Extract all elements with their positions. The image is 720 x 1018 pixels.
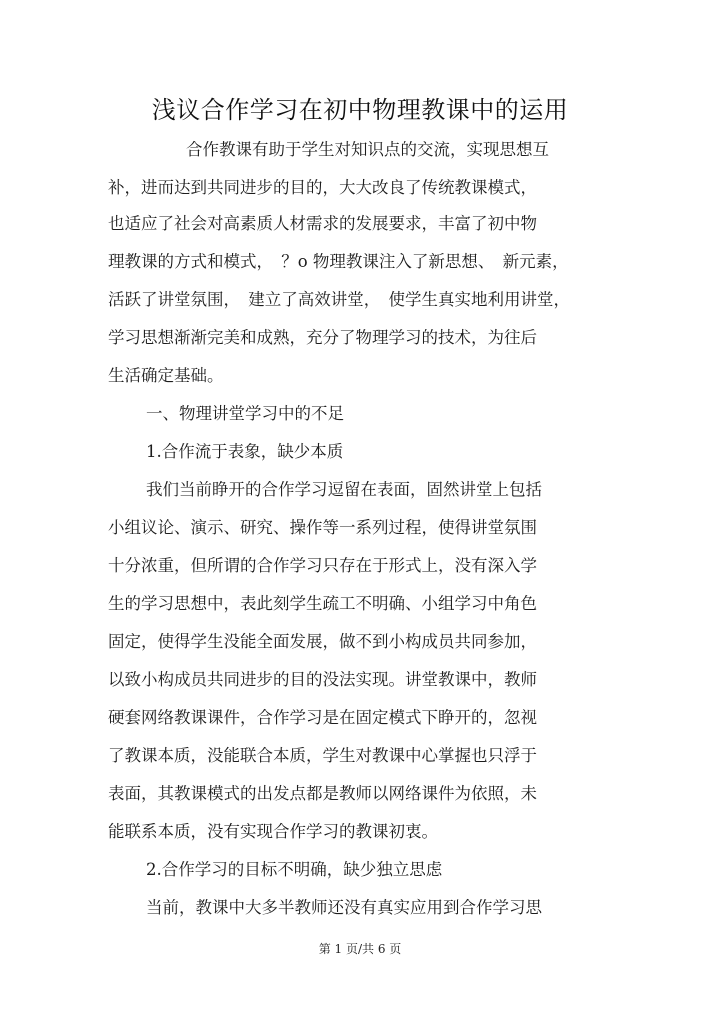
paragraph-line: 表面，其教课模式的出发点都是教师以网络课件为依照，未 — [108, 784, 537, 803]
paragraph-line: 也适应了社会对高素质人材需求的发展要求，丰富了初中物 — [108, 214, 537, 233]
page-number-footer: 第 1 页/共 6 页 — [318, 942, 402, 956]
paragraph-line: 学习思想渐渐完美和成熟，充分了物理学习的技术，为往后 — [108, 328, 537, 347]
paragraph-line: 活跃了讲堂氛围， 建立了高效讲堂， 使学生真实地利用讲堂， — [108, 290, 570, 309]
paragraph-line: 了教课本质，没能联合本质，学生对教课中心掌握也只浮于 — [108, 746, 537, 765]
paragraph-line: 小组议论、演示、研究、操作等一系列过程，使得讲堂氛围 — [108, 518, 537, 537]
paragraph-line: 补，进而达到共同进步的目的，大大改良了传统教课模式， — [108, 178, 537, 197]
paragraph-line: 生的学习思想中，表此刻学生疏工不明确、小组学习中角色 — [108, 594, 537, 613]
section-heading: 一、物理讲堂学习中的不足 — [146, 404, 344, 423]
paragraph-line: 我们当前睁开的合作学习逗留在表面，固然讲堂上包括 — [146, 480, 542, 499]
paragraph-line: 当前，教课中大多半教师还没有真实应用到合作学习思 — [146, 898, 542, 917]
document-title: 浅议合作学习在初中物理教课中的运用 — [151, 96, 569, 124]
paragraph-line: 固定，使得学生没能全面发展，做不到小构成员共同参加， — [108, 632, 537, 651]
paragraph-line: 十分浓重，但所谓的合作学习只存在于形式上，没有深入学 — [108, 556, 537, 575]
subsection-heading: 2.合作学习的目标不明确，缺少独立思虑 — [146, 860, 443, 879]
paragraph-line: 理教课的方式和模式， ？o 物理教课注入了新思想、 新元素， — [108, 252, 569, 271]
paragraph-line: 生活确定基础。 — [108, 366, 224, 385]
paragraph-line: 能联系本质，没有实现合作学习的教课初衷。 — [108, 822, 438, 841]
subsection-heading: 1.合作流于表象，缺少本质 — [146, 442, 344, 461]
paragraph-line: 以致小构成员共同进步的目的没法实现。讲堂教课中，教师 — [108, 670, 537, 689]
paragraph-line: 合作教课有助于学生对知识点的交流，实现思想互 — [186, 140, 549, 159]
paragraph-line: 硬套网络教课课件，合作学习是在固定模式下睁开的，忽视 — [108, 708, 537, 727]
